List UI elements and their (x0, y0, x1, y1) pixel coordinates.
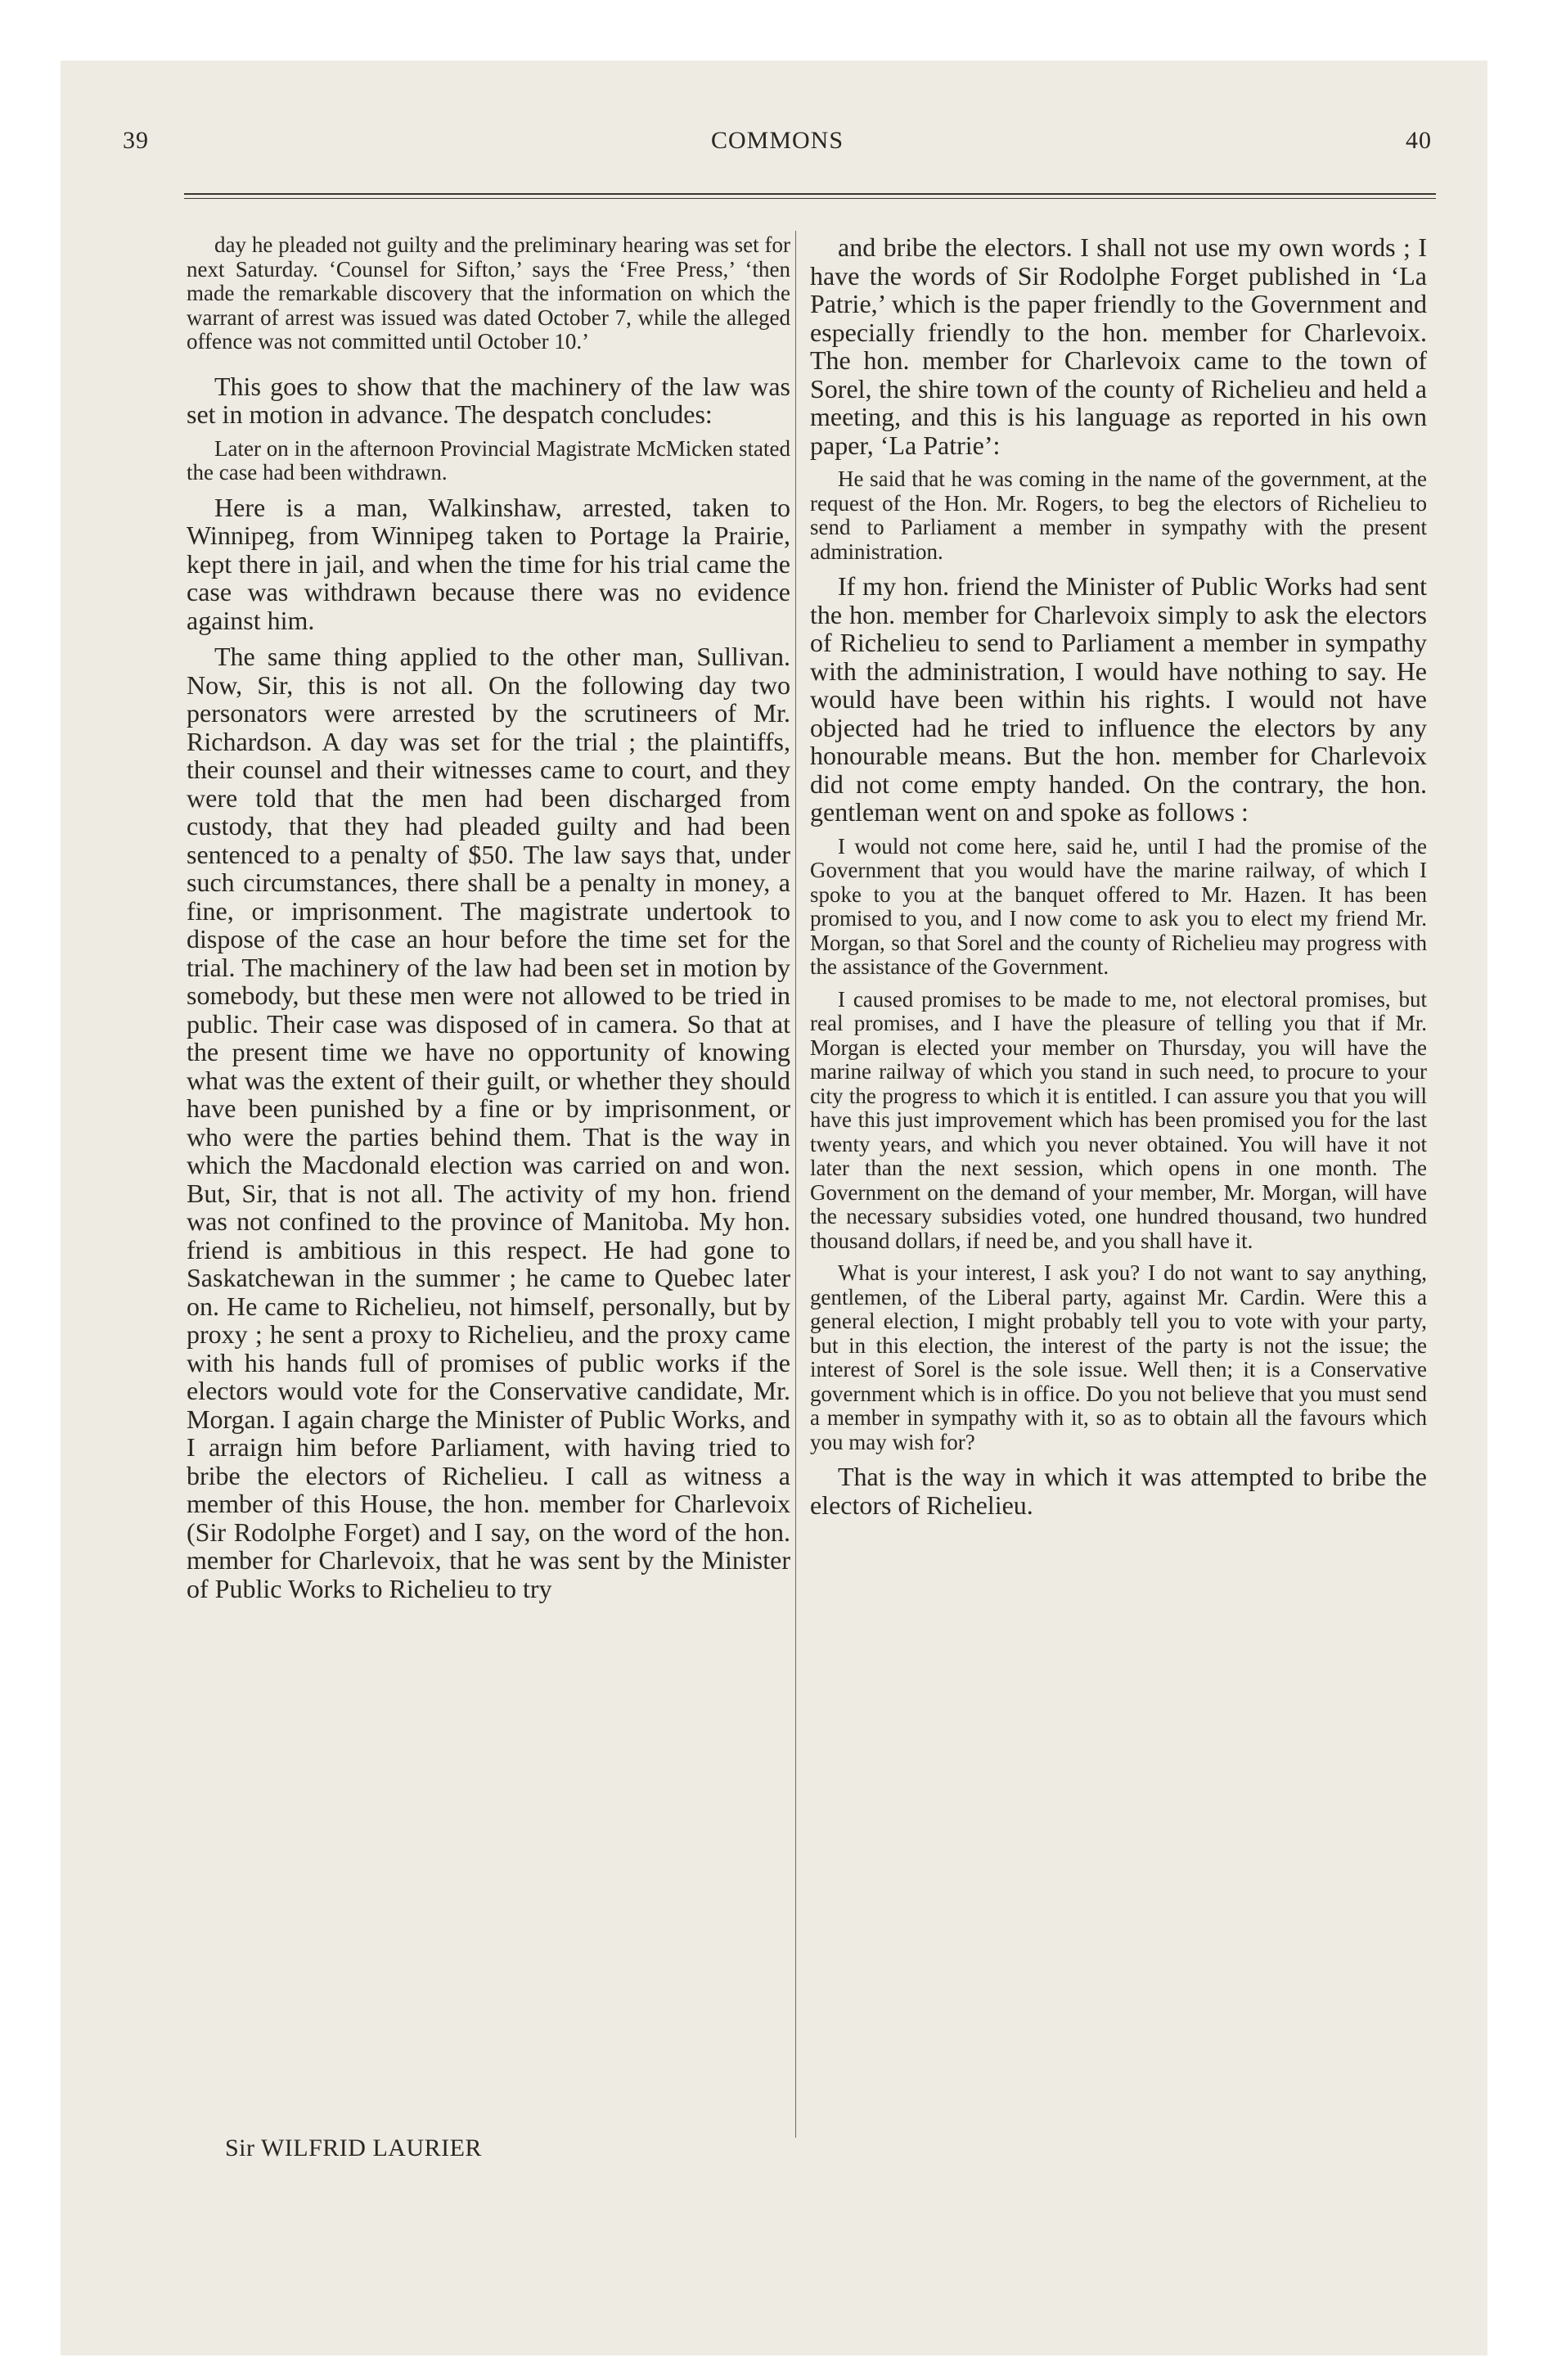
paragraph: That is the way in which it was attempted to bribe the electors of Richelieu. (810, 1462, 1427, 1520)
page-number-left: 39 (123, 127, 149, 154)
left-column (187, 233, 790, 1611)
block-quote: I caused promises to be made to me, not electoral promises, but real promises, and I have the pleasure of telling you that if Mr. Morgan is elected your member on Thursday, you will have the marine railway of which you stand in such need, to procure to your city the progress to which it is entitled. I can assure you that you will have this just improvement which has been promised you for the last twenty years, and which you never obtained. You will have it not later than the next session, which opens in one month. The Government on the demand of your member, Mr. Morgan, will have the necessary subsidies voted, one hundred thousand, two hundred thousand dollars, if need be, and you shall have it. (810, 986, 1427, 1253)
block-quote: I would not come here, said he, until I had the promise of the Government that you would have the marine railway, of which I spoke to you at the banquet offered to Mr. Hazen. It has been promised to you, and I now come to ask you to elect my friend Mr. Morgan, so that Sorel and the county of Richelieu may progress with the assistance of the Government. (810, 833, 1427, 979)
block-quote: Later on in the afternoon Provincial Magistrate McMicken stated the case had been withdrawn. (187, 435, 790, 485)
column-divider (795, 231, 796, 2138)
page-header (123, 127, 1432, 160)
header-rule (184, 193, 1436, 195)
block-quote: What is your interest, I ask you? I do not want to say anything, gentlemen, of the Liberal party, against Mr. Cardin. Were this a general election, I might probably tell you to vote with your party, but in this election, the interest of the party is not the issue; the interest of Sorel is the sole issue. Well then; it is a Conservative government which is in office. Do you not believe that you must send a member in sympathy with it, so as to obtain all the favours which you may wish for? (810, 1260, 1427, 1454)
paragraph: If my hon. friend the Minister of Public Works had sent the hon. member for Charlevoix simply to ask the electors of Richelieu to send to Parliament a member in sympathy with the administration, I would have nothing to say. He would have been within his rights. I would not have objected had he tried to influence the electors by any honourable means. But the hon. member for Charlevoix did not come empty handed. On the contrary, the hon. gentleman went on and spoke as follows : (810, 571, 1427, 827)
paragraph: This goes to show that the machinery of the law was set in motion in advance. The despatch concludes: (187, 371, 790, 429)
header-rule-thin (184, 198, 1436, 199)
right-column (810, 233, 1427, 1527)
paragraph: The same thing applied to the other man, Sullivan. Now, Sir, this is not all. On the following day two personators were arrested by the scrutineers of Mr. Richardson. A day was set for the trial ; the plaintiffs, their counsel and their witnesses came to court, and they were told that the men had been discharged from custody, that they had pleaded guilty and had been sentenced to a penalty of $50. The law says that, under such circumstances, there shall be a penalty in money, a fine, or imprisonment. The magistrate undertook to dispose of the case an hour before the time set for the trial. The machinery of the law had been set in motion by somebody, but these men were not allowed to be tried in public. Their case was disposed of in camera. So that at the present time we have no opportunity of knowing what was the extent of their guilt, or whether they should have been punished by a fine or by imprisonment, or who were the parties behind them. That is the way in which the Macdonald election was carried on and won. But, Sir, that is not all. The activity of my hon. friend was not confined to the province of Manitoba. My hon. friend is ambitious in this respect. He had gone to Saskatchewan in the summer ; he came to Quebec later on. He came to Richelieu, not himself, personally, but by proxy ; he sent a proxy to Richelieu, and the proxy came with his hands full of promises of public works if the electors would vote for the Conservative candidate, Mr. Morgan. I again charge the Minister of Public Works, and I arraign him before Parliament, with having tried to bribe the electors of Richelieu. I call as witness a member of this House, the hon. member for Charlevoix (Sir Rodolphe Forget) and I say, on the word of the hon. member for Charlevoix, that he was sent by the Minister of Public Works to Richelieu to try (187, 642, 790, 1603)
speaker-signature: Sir WILFRID LAURIER (225, 2134, 482, 2161)
page-number-right: 40 (1406, 127, 1432, 154)
paragraph: Here is a man, Walkinshaw, arrested, taken to Winnipeg, from Winnipeg taken to Portage la Prairie, kept there in jail, and when the time for his trial came the case was withdrawn because there was no evidence against him. (187, 492, 790, 635)
paragraph: and bribe the electors. I shall not use my own words ; I have the words of Sir Rodolphe Forget published in ‘La Patrie,’ which is the paper friendly to the Government and especially friendly to the hon. member for Charlevoix. The hon. member for Charlevoix came to the town of Sorel, the shire town of the county of Richelieu and held a meeting, and this is his language as reported in his own paper, ‘La Patrie’: (810, 232, 1427, 460)
paragraph: day he pleaded not guilty and the preliminary hearing was set for next Saturday. ‘Counsel for Sifton,’ says the ‘Free Press,’ ‘then made the remarkable discovery that the information on which the warrant of arrest was issued was dated October 7, while the alleged offence was not committed until October 10.’ (187, 232, 790, 354)
block-quote: He said that he was coming in the name of the government, at the request of the Hon. Mr. Rogers, to beg the electors of Richelieu to send to Parliament a member in sympathy with the present administration. (810, 467, 1427, 564)
running-title: COMMONS (710, 127, 844, 154)
